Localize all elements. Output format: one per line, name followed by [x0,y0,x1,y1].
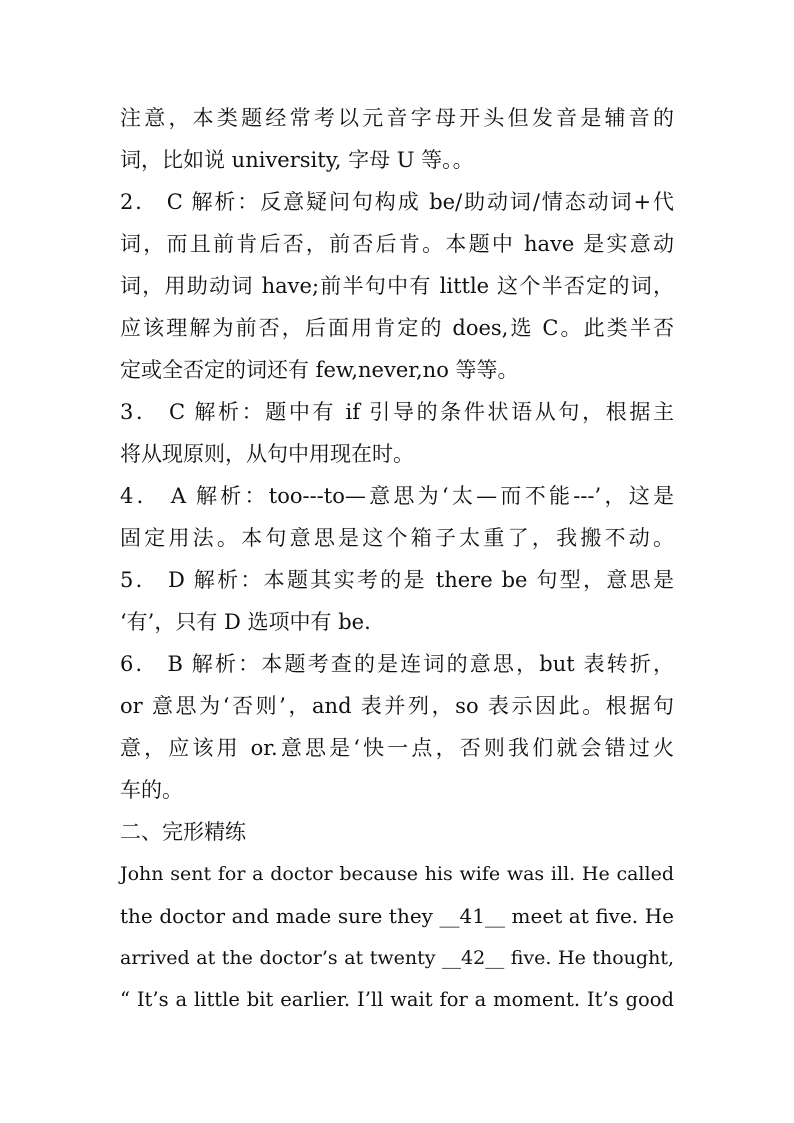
text-line: 词，用助动词 have;前半句中有 little 这个半否定的词， [120,274,674,298]
text-line: arrived at the doctor’s at twenty __42__ five. He thought, [120,947,674,969]
text-line: the doctor and made sure they __41__ meet at five. He [120,904,674,928]
section-heading: 二、完形精练 [120,820,246,844]
text-line: 词，而且前肯后否，前否后肯。本题中 have 是实意动 [120,232,674,256]
text-line: or 意思为‘否则’，and 表并列，so 表示因此。根据句 [120,694,674,718]
text-line: 意，应该用 or.意思是‘快一点，否则我们就会错过火 [120,736,674,760]
text-line: “ It’s a little bit earlier. I’ll wait for a moment. It’s good [120,988,674,1011]
text-line: 3． C 解析：题中有 if 引导的条件状语从句，根据主 [120,400,674,424]
text-line: 应该理解为前否，后面用肯定的 does,选 C。此类半否 [120,316,674,340]
text-line: 固定用法。本句意思是这个箱子太重了，我搬不动。 [120,526,674,550]
text-line: 5． D 解析：本题其实考的是 there be 句型，意思是 [120,568,674,592]
text-line: 注意，本类题经常考以元音字母开头但发音是辅音的 [120,106,674,130]
text-line: ‘有’，只有 D 选项中有 be. [120,610,371,634]
text-line: 定或全否定的词还有 few,never,no 等等。 [120,358,519,382]
text-line: 车的。 [120,778,183,802]
text-line: 词，比如说 university, 字母 U 等。。 [120,148,474,172]
text-line: 6． B 解析：本题考查的是连词的意思，but 表转折， [120,652,674,676]
text-line: 2． C 解析：反意疑问句构成 be/助动词/情态动词+代 [120,190,674,214]
text-line: 将从现原则，从句中用现在时。 [120,442,414,466]
text-line: John sent for a doctor because his wife was ill. He called [120,863,674,885]
text-line: 4． A 解析：too---to—意思为‘太—而不能---’，这是 [120,484,674,508]
